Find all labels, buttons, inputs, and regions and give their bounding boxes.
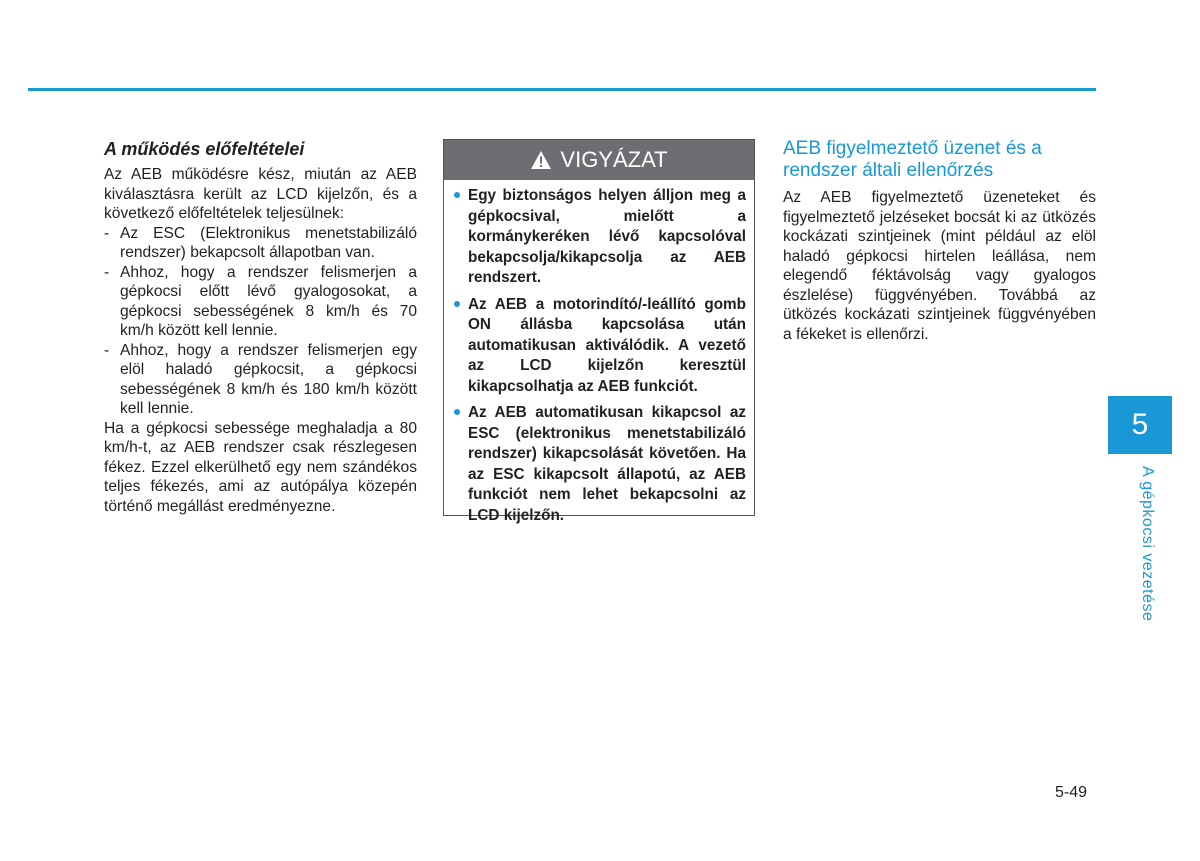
list-item xyxy=(104,341,417,419)
body-paragraph: Az AEB figyelmeztető üzeneteket és figyelmeztető jelzéseket bocsát ki az ütközés kockázati szintjeinek (mint például az elöl haladó gépkocsi hirtelen leállása, nem elegendő féktávolság vagy gyalogos észlelése) függvényében. Továbbá az ütközés kockázati szintjeinek függvényében a fékeket is ellenőrzi. xyxy=(783,189,1096,343)
list-item xyxy=(104,224,417,263)
warning-box xyxy=(443,139,755,524)
dash-marker: - xyxy=(104,341,110,359)
warning-item-text: Egy biztonságos helyen álljon meg a gépkocsival, mielőtt a kormánykeréken lévő kapcsolóval bekapcsolja/kikapcsolja az AEB rendszert. xyxy=(468,187,746,286)
warning-triangle-icon xyxy=(530,150,552,170)
header-rule xyxy=(28,88,1096,91)
warning-item-text: Az AEB a motorindító/-leállító gomb ON állásba kapcsolása után automatikusan aktiválódik. A vezető az LCD kijelzőn keresztül kikapcsolhatja az AEB funkciót. xyxy=(468,295,746,395)
warning-list xyxy=(444,180,754,526)
warning-title: VIGYÁZAT xyxy=(560,147,668,172)
list-item-text: Az ESC (Elektronikus menetstabilizáló rendszer) bekapcsolt állapotban van. xyxy=(120,224,417,261)
warning-item xyxy=(452,403,746,526)
page-number: 5-49 xyxy=(1055,784,1088,801)
chapter-title: A gépkocsi vezetése xyxy=(1139,466,1156,622)
left-column xyxy=(104,138,417,516)
condition-list xyxy=(104,224,417,419)
section-heading: A működés előfeltételei xyxy=(104,139,305,159)
list-item xyxy=(104,263,417,341)
chapter-number-tab: 5 xyxy=(1108,396,1172,454)
dash-marker: - xyxy=(104,224,110,242)
bullet-icon xyxy=(454,409,460,415)
closing-paragraph: Ha a gépkocsi sebessége meghaladja a 80 km/h-t, az AEB rendszer csak részlegesen fékez. Ezzel elkerülhető egy nem szándékos teljes fékezés, ami az autópálya közepén történő megállást eredményezne. xyxy=(104,419,417,515)
warning-item-text: Az AEB automatikusan kikapcsol az ESC (elektronikus menetstabilizáló rendszer) kikapcsolását követően. Ha az ESC kikapcsolt állapotú, az AEB funkciót nem lehet bekapcsolni az LCD kijelzőn. xyxy=(468,404,746,524)
list-item-text: Ahhoz, hogy a rendszer felismerjen a gépkocsi előtt lévő gyalogosokat, a gépkocsi sebességének 8 km/h és 70 km/h között kell lennie. xyxy=(120,263,417,339)
warning-item xyxy=(452,186,746,289)
list-item-text: Ahhoz, hogy a rendszer felismerjen egy elöl haladó gépkocsit, a gépkocsi sebességének 8 km/h és 180 km/h között kell lennie. xyxy=(120,341,417,417)
warning-item xyxy=(452,295,746,398)
right-column xyxy=(783,138,1096,344)
intro-paragraph: Az AEB működésre kész, miután az AEB kiválasztásra került az LCD kijelzőn, és a következő előfeltételek teljesülnek: xyxy=(104,166,417,222)
bullet-icon xyxy=(454,192,460,198)
bullet-icon xyxy=(454,301,460,307)
dash-marker: - xyxy=(104,263,110,281)
warning-header xyxy=(444,140,754,180)
section-heading: AEB figyelmeztető üzenet és a rendszer általi ellenőrzés xyxy=(783,138,1042,181)
